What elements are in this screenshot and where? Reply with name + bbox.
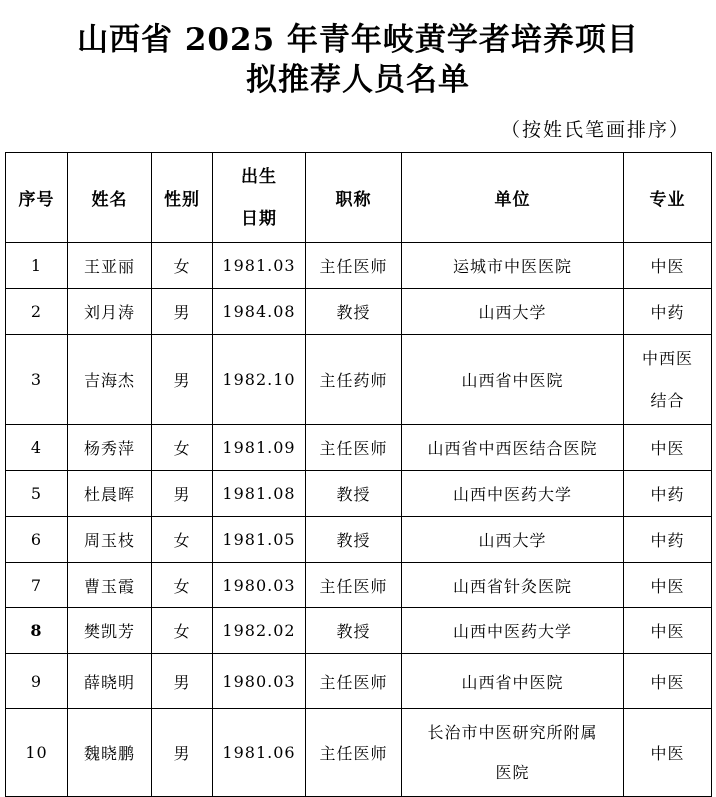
cell-no: 6	[6, 517, 68, 563]
table-row	[6, 243, 712, 289]
cell-name: 刘月涛	[68, 289, 152, 335]
cell-gender: 女	[152, 243, 213, 289]
cell-gender: 男	[152, 289, 213, 335]
document-title-line-1: 山西省 2025 年青年岐黄学者培养项目	[77, 22, 639, 58]
cell-unit	[402, 709, 624, 797]
cell-no: 4	[6, 425, 68, 471]
cell-no: 7	[6, 563, 68, 608]
cell-birth: 1982.10	[213, 335, 306, 425]
cell-title: 主任医师	[306, 709, 402, 797]
table-row	[6, 563, 712, 608]
document-title-line-2: 拟推荐人员名单	[246, 62, 470, 98]
table-row	[6, 471, 712, 517]
table-row	[6, 709, 712, 797]
cell-birth: 1984.08	[213, 289, 306, 335]
cell-unit: 山西省针灸医院	[402, 563, 624, 608]
cell-title: 教授	[306, 517, 402, 563]
cell-unit: 山西省中医院	[402, 654, 624, 709]
header-gender: 性别	[152, 153, 213, 243]
cell-unit: 山西大学	[402, 289, 624, 335]
header-unit: 单位	[402, 153, 624, 243]
candidate-table	[5, 152, 712, 797]
cell-title: 教授	[306, 608, 402, 654]
cell-gender: 女	[152, 563, 213, 608]
sort-order-note: （按姓氏笔画排序）	[500, 119, 690, 141]
cell-gender: 女	[152, 425, 213, 471]
cell-birth: 1981.08	[213, 471, 306, 517]
cell-birth: 1980.03	[213, 654, 306, 709]
cell-no: 10	[6, 709, 68, 797]
cell-major: 中医	[624, 563, 712, 608]
table-header-row	[6, 153, 712, 243]
cell-name: 樊凯芳	[68, 608, 152, 654]
cell-gender: 男	[152, 471, 213, 517]
cell-major: 中医	[624, 243, 712, 289]
cell-major-line-2: 结合	[650, 390, 685, 410]
cell-major: 中医	[624, 654, 712, 709]
cell-name: 吉海杰	[68, 335, 152, 425]
table-row	[6, 425, 712, 471]
cell-unit: 山西省中医院	[402, 335, 624, 425]
cell-unit: 山西大学	[402, 517, 624, 563]
cell-name: 杨秀萍	[68, 425, 152, 471]
cell-name: 薛晓明	[68, 654, 152, 709]
header-name: 姓名	[68, 153, 152, 243]
table-row	[6, 335, 712, 425]
cell-title: 主任医师	[306, 563, 402, 608]
cell-birth: 1982.02	[213, 608, 306, 654]
table-row	[6, 608, 712, 654]
header-title: 职称	[306, 153, 402, 243]
cell-title: 教授	[306, 289, 402, 335]
cell-birth: 1980.03	[213, 563, 306, 608]
header-major: 专业	[624, 153, 712, 243]
cell-major: 中医	[624, 608, 712, 654]
cell-title: 教授	[306, 471, 402, 517]
cell-major	[624, 335, 712, 425]
cell-major: 中药	[624, 517, 712, 563]
cell-name: 曹玉霞	[68, 563, 152, 608]
cell-no: 1	[6, 243, 68, 289]
table-row	[6, 654, 712, 709]
cell-name: 王亚丽	[68, 243, 152, 289]
header-no: 序号	[6, 153, 68, 243]
cell-title: 主任医师	[306, 425, 402, 471]
header-birth-line-2: 日期	[241, 208, 277, 229]
cell-major-line-1: 中西医	[641, 348, 693, 368]
header-birth-line-1: 出生	[241, 166, 277, 187]
cell-birth: 1981.03	[213, 243, 306, 289]
cell-name: 周玉枝	[68, 517, 152, 563]
cell-no: 5	[6, 471, 68, 517]
cell-gender: 男	[152, 335, 213, 425]
cell-major: 中药	[624, 471, 712, 517]
cell-unit-line-1: 长治市中医研究所附属	[427, 722, 598, 742]
cell-no: 8	[6, 608, 68, 654]
cell-major: 中药	[624, 289, 712, 335]
cell-gender: 女	[152, 517, 213, 563]
cell-no: 2	[6, 289, 68, 335]
cell-major: 中医	[624, 709, 712, 797]
header-birth	[213, 153, 306, 243]
cell-birth: 1981.09	[213, 425, 306, 471]
cell-title: 主任药师	[306, 335, 402, 425]
cell-unit: 山西省中西医结合医院	[402, 425, 624, 471]
cell-unit: 运城市中医医院	[402, 243, 624, 289]
cell-birth: 1981.06	[213, 709, 306, 797]
cell-no: 3	[6, 335, 68, 425]
cell-unit: 山西中医药大学	[402, 608, 624, 654]
cell-unit-line-2: 医院	[495, 762, 530, 782]
table-row	[6, 517, 712, 563]
cell-title: 主任医师	[306, 243, 402, 289]
table-row	[6, 289, 712, 335]
cell-unit: 山西中医药大学	[402, 471, 624, 517]
cell-birth: 1981.05	[213, 517, 306, 563]
cell-title: 主任医师	[306, 654, 402, 709]
cell-name: 魏晓鹏	[68, 709, 152, 797]
cell-name: 杜晨晖	[68, 471, 152, 517]
cell-major: 中医	[624, 425, 712, 471]
cell-gender: 女	[152, 608, 213, 654]
cell-gender: 男	[152, 654, 213, 709]
cell-gender: 男	[152, 709, 213, 797]
cell-no: 9	[6, 654, 68, 709]
